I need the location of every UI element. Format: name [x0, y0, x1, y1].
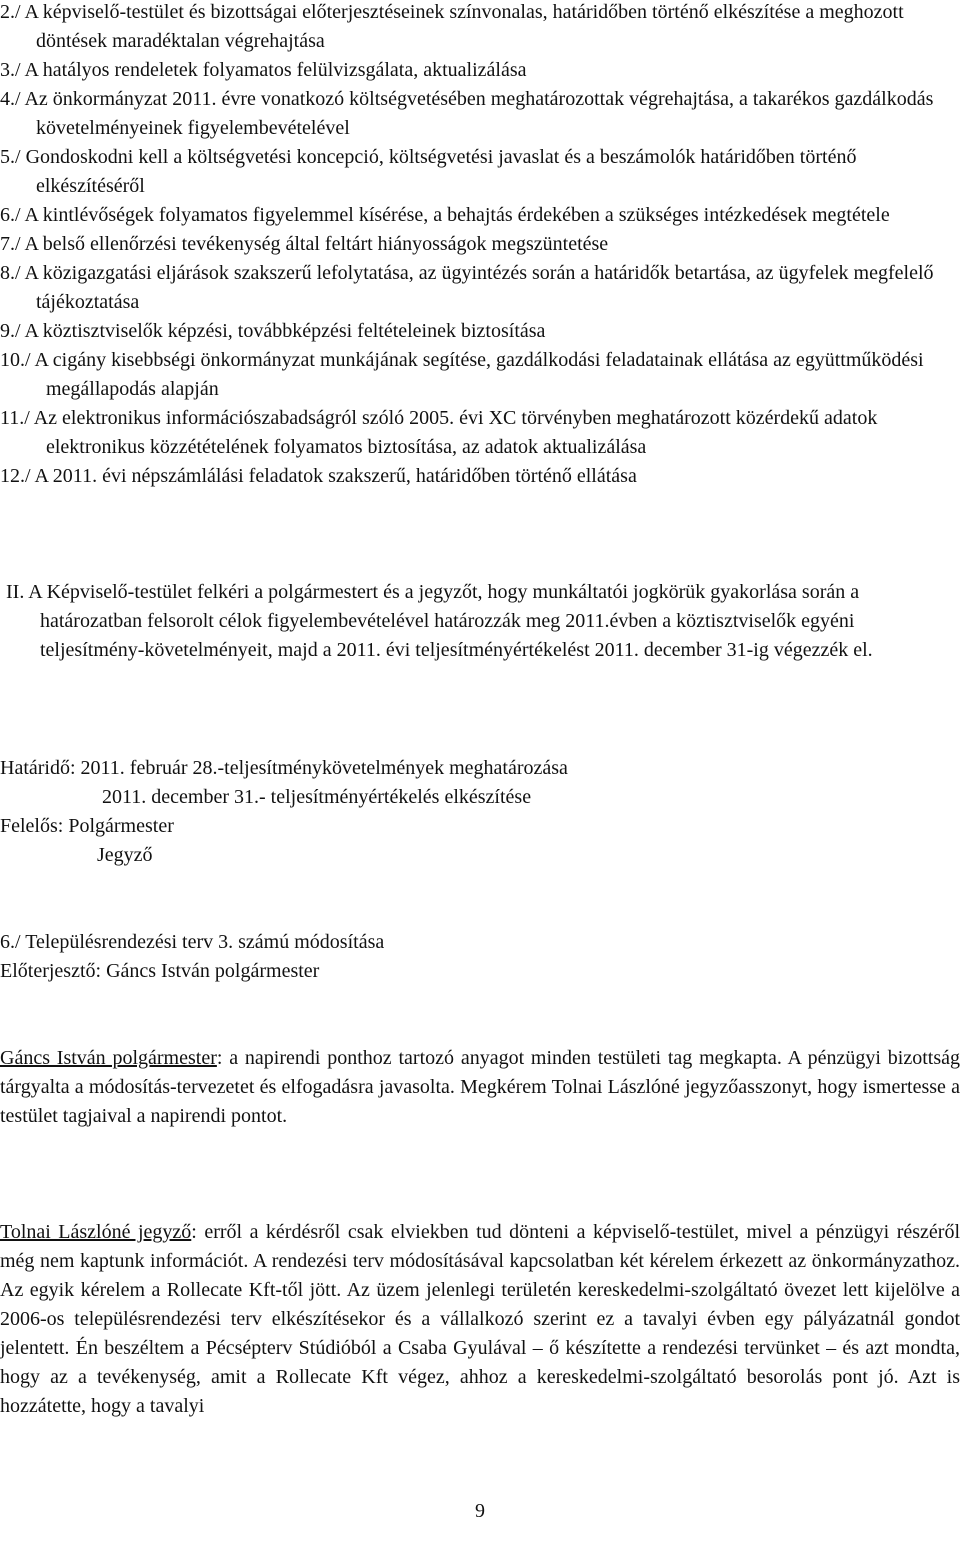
goals-list: [0, 0, 960, 491]
list-item: 9./ A köztisztviselők képzési, továbbképzési feltételeinek biztosítása: [0, 320, 546, 342]
section-ii-paragraph: II. A Képviselő-testület felkéri a polgármestert és a jegyzőt, hogy munkáltatói jogkörük gyakorlása során a határozatban felsorolt célok figyelembevételével határozzák meg 2011.évben a köztisztviselők egyéni teljesítmény-követelményeit, majd a 2011. évi teljesítményértékelést 2011. december 31-ig végezzék el.: [6, 581, 873, 661]
responsible-2: Jegyző: [97, 844, 153, 866]
list-item: 8./ A közigazgatási eljárások szakszerű lefolytatása, az ügyintézés során a határidők betartása, az ügyfelek megfelelő tájékoztatása: [0, 262, 934, 313]
agenda-title: 6./ Településrendezési terv 3. számú módosítása: [0, 931, 385, 953]
responsible-label: Felelős:: [0, 815, 69, 837]
deadline-line-1: 2011. február 28.-teljesítménykövetelmények meghatározása: [80, 757, 568, 779]
list-item: 11./ Az elektronikus információszabadságról szóló 2005. évi XC törvényben meghatározott közérdekű adatok elektronikus közzétételének folyamatos biztosítása, az adatok aktualizálása: [0, 407, 878, 458]
list-item: 3./ A hatályos rendeletek folyamatos felülvizsgálata, aktualizálása: [0, 59, 527, 81]
section-ii: [0, 578, 960, 665]
speech-1: [0, 1044, 960, 1131]
list-item: 5./ Gondoskodni kell a költségvetési koncepció, költségvetési javaslat és a beszámolók határidőben történő elkészítéséről: [0, 146, 857, 197]
deadline-line-2: 2011. december 31.- teljesítményértékelés elkészítése: [102, 786, 532, 808]
list-item: 10./ A cigány kisebbségi önkormányzat munkájának segítése, gazdálkodási feladatainak ellátása az együttműködési megállapodás alapján: [0, 349, 924, 400]
speaker-name: Tolnai Lászlóné jegyző: [0, 1221, 192, 1243]
agenda-presenter: Előterjesztő: Gáncs István polgármester: [0, 960, 320, 982]
speech-text: : a napirendi ponthoz tartozó anyagot minden testületi tag megkapta. A pénzügyi bizottság tárgyalta a módosítás-tervezetet és elfogadásra javasolta. Megkérem Tolnai Lászlóné jegyzőasszonyt, hogy ismertesse a testület tagjaival a napirendi pontot.: [0, 1047, 960, 1127]
responsible-1: Polgármester: [68, 815, 174, 837]
agenda-block: [0, 928, 960, 986]
list-item: 2./ A képviselő-testület és bizottságai előterjesztéseinek színvonalas, határidőben történő elkészítése a meghozott döntések maradéktalan végrehajtása: [0, 1, 904, 52]
speech-2: [0, 1218, 960, 1421]
speech-text: : erről a kérdésről csak elviekben tud dönteni a képviselő-testület, mivel a pénzügyi részéről még nem kaptunk információt. A rendezési terv módosításával kapcsolatban két kérelem érkezett az önkormányzathoz. Az egyik kérelem a Rollecate Kft-től jött. Az üzem jelenlegi területén kereskedelmi-szolgáltató övezet lett kijelölve a 2006-os településrendezési terv elkészítésekor és a vállalkozó szerint ez a tavalyi évben egy pályázatnál gondot jelentett. Én beszéltem a Pécsépterv Stúdióból a Csaba Gyulával – ő készítette a rendezési tervünket – és azt mondta, hogy az a tevékenység, amit a Rollecate Kft végez, ahhoz a kereskedelmi-szolgáltató besorolás pont jó. Azt is hozzátette, hogy a tavalyi: [0, 1221, 960, 1417]
list-item: 6./ A kintlévőségek folyamatos figyelemmel kísérése, a behajtás érdekében a szükséges intézkedések megtétele: [0, 204, 890, 226]
speaker-name: Gáncs István polgármester: [0, 1047, 217, 1069]
list-item: 7./ A belső ellenőrzési tevékenység által feltárt hiányosságok megszüntetése: [0, 233, 609, 255]
deadline-label: Határidő:: [0, 757, 81, 779]
page-number: 9: [475, 1500, 485, 1522]
list-item: 4./ Az önkormányzat 2011. évre vonatkozó költségvetésében meghatározottak végrehajtása, a takarékos gazdálkodás követelményeinek figyelembevételével: [0, 88, 934, 139]
deadline-block: [0, 754, 960, 870]
list-item: 12./ A 2011. évi népszámlálási feladatok szakszerű, határidőben történő ellátása: [0, 465, 637, 487]
